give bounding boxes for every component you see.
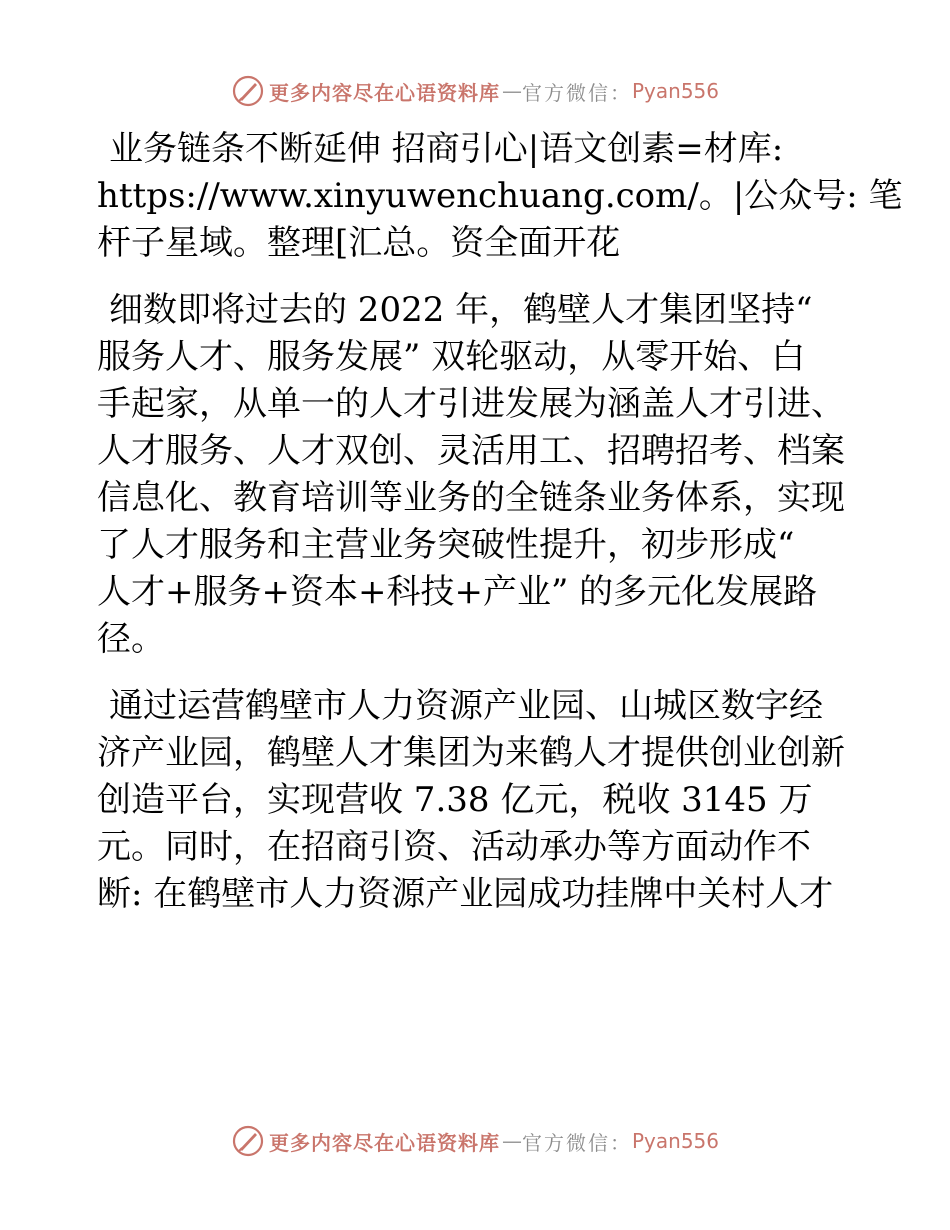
header-watermark-banner [0, 71, 950, 111]
quill-circle-logo [231, 1124, 265, 1158]
text-line: 径。 [97, 619, 165, 659]
document-body [97, 126, 903, 938]
text-line: https://www.xinyuwenchuang.com/。|公众号: 笔 [97, 176, 903, 216]
text-line: 断: 在鹤壁市人力资源产业园成功挂牌中关村人才 [97, 874, 834, 914]
paragraph-2 [97, 287, 857, 663]
text-line: 通过运营鹤壁市人力资源产业园、山城区数字经 [109, 686, 823, 726]
watermark-contact-label: 官方微信： [521, 80, 632, 105]
text-line: 手起家，从单一的人才引进发展为涵盖人才引进、 [97, 384, 845, 424]
text-line: 细数即将过去的 2022 年，鹤壁人才集团坚持“ [109, 290, 813, 330]
watermark-contact-id: Pyan556 [631, 1129, 719, 1153]
watermark-contact-label: 官方微信： [521, 1130, 632, 1155]
paragraph-1 [97, 126, 903, 267]
watermark-promo-text: 更多内容尽在心语资料库 [268, 1130, 500, 1155]
watermark-separator: — [501, 79, 520, 103]
text-line: 信息化、教育培训等业务的全链条业务体系，实现 [97, 478, 845, 518]
paragraph-3 [97, 683, 857, 918]
watermark-contact-id: Pyan556 [631, 79, 719, 103]
text-line: 创造平台，实现营收 7.38 亿元，税收 3145 万 [97, 780, 813, 820]
watermark-promo-text: 更多内容尽在心语资料库 [268, 80, 500, 105]
quill-circle-logo [231, 74, 265, 108]
text-line: 服务人才、服务发展” 双轮驱动，从零开始、白 [97, 337, 806, 377]
text-line: 济产业园，鹤壁人才集团为来鹤人才提供创业创新 [97, 733, 845, 773]
footer-watermark-banner [0, 1121, 950, 1161]
text-line: 人才+服务+资本+科技+产业” 的多元化发展路 [97, 572, 818, 612]
text-line: 杆子星域。整理[汇总。资全面开花 [97, 223, 621, 263]
text-line: 了人才服务和主营业务突破性提升，初步形成“ [97, 525, 795, 565]
text-line: 元。同时，在招商引资、活动承办等方面动作不 [97, 827, 811, 867]
text-line: 业务链条不断延伸 招商引心|语文创素=材库: [109, 129, 784, 169]
watermark-separator: — [501, 1129, 520, 1153]
text-line: 人才服务、人才双创、灵活用工、招聘招考、档案 [97, 431, 845, 471]
